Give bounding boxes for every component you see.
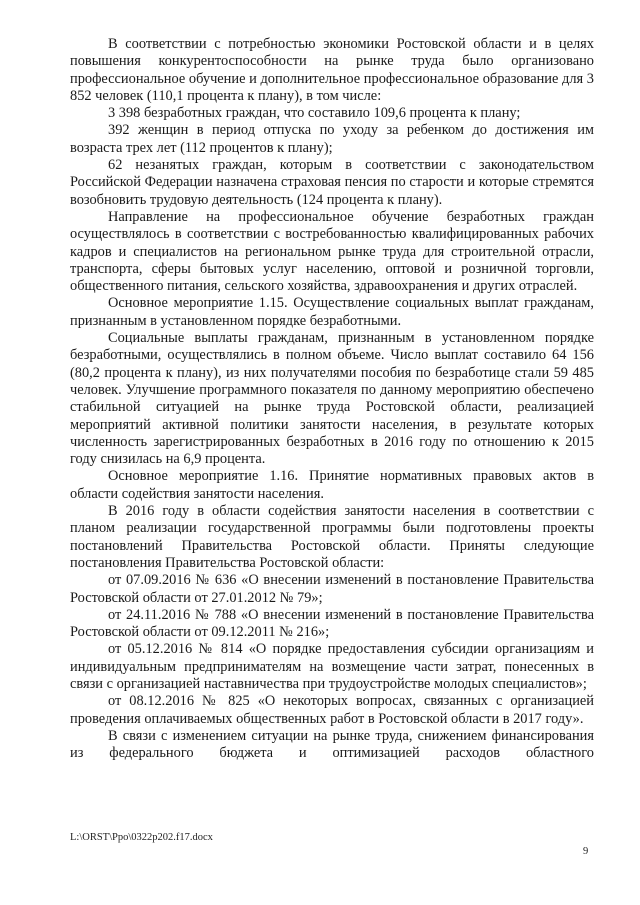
paragraph-continued: В связи с изменением ситуации на рынке труда, снижением финансирования из федерального бюджета и оптимизацией расходов областного xyxy=(70,727,594,762)
paragraph-social-payments: Социальные выплаты гражданам, признанным в установленном порядке безработными, осуществлялись в полном объеме. Число выплат составило 64 156 (80,2 процента к плану), из них получателями пособия по безработице стали 59 485 человек. Улучшение программного показателя по данному мероприятию обеспечено стабильной ситуацией на рынке труда Ростовской области, реализацией мероприятий активной политики занятости населения, в результате которых численность зарегистрированных безработных в 2016 году по отношению к 2015 году снизилась на 6,9 процента. xyxy=(70,330,594,468)
list-item-resolution-788: от 24.11.2016 № 788 «О внесении изменений в постановление Правительства Ростовской области от 09.12.2011 № 216»; xyxy=(70,606,594,641)
list-item-resolution-636: от 07.09.2016 № 636 «О внесении изменений в постановление Правительства Ростовской области от 27.01.2012 № 79»; xyxy=(70,572,594,606)
paragraph-pensioners: 62 незанятых граждан, которым в соответствии с законодательством Российской Федерации назначена страховая пенсия по старости и которые стремятся возобновить трудовую деятельность (124 процента к плану). xyxy=(70,157,594,208)
list-item-resolution-814: от 05.12.2016 № 814 «О порядке предоставления субсидии организациям и индивидуальным предпринимателям на возмещение части затрат, понесенных в связи с организацией наставничества при трудоустройстве молодых специалистов»; xyxy=(70,641,594,692)
document-body xyxy=(70,36,594,762)
paragraph-resolutions-intro: В 2016 году в области содействия занятости населения в соответствии с планом реализации государственной программы были подготовлены проекты постановлений Правительства Ростовской области. Приняты следующие постановления Правительства Ростовской области: xyxy=(70,503,594,571)
paragraph-training-directions: Направление на профессиональное обучение безработных граждан осуществлялось в соответствии с востребованностью квалифицированных рабочих кадров и специалистов на региональном рынке труда для строительной отрасли, транспорта, сферы бытовых услуг населению, оптовой и розничной торговли, общественного питания, сельского хозяйства, здравоохранения и других отраслей. xyxy=(70,208,594,295)
paragraph-unemployed: 3 398 безработных граждан, что составило 109,6 процента к плану; xyxy=(108,105,521,122)
heading-measure-1-15: Основное мероприятие 1.15. Осуществление социальных выплат гражданам, признанным в установленном порядке безработными. xyxy=(70,295,594,329)
list-item-resolution-825: от 08.12.2016 № 825 «О некоторых вопросах, связанных с организацией проведения оплачиваемых общественных работ в Ростовской области в 2017 году». xyxy=(70,693,594,727)
heading-measure-1-16: Основное мероприятие 1.16. Принятие нормативных правовых актов в области содействия занятости населения. xyxy=(70,468,594,502)
page-number: 9 xyxy=(583,846,589,857)
paragraph-women-leave: 392 женщин в период отпуска по уходу за ребенком до достижения им возраста трех лет (112 процентов к плану); xyxy=(70,122,594,156)
footer-file-path: L:\ORST\Ppo\0322p202.f17.docx xyxy=(70,832,213,843)
paragraph-training-total: В соответствии с потребностью экономики Ростовской области и в целях повышения конкурентоспособности на рынке труда было организовано профессиональное обучение и дополнительное профессиональное образование для 3 852 человек (110,1 процента к плану), в том числе: xyxy=(70,36,594,104)
